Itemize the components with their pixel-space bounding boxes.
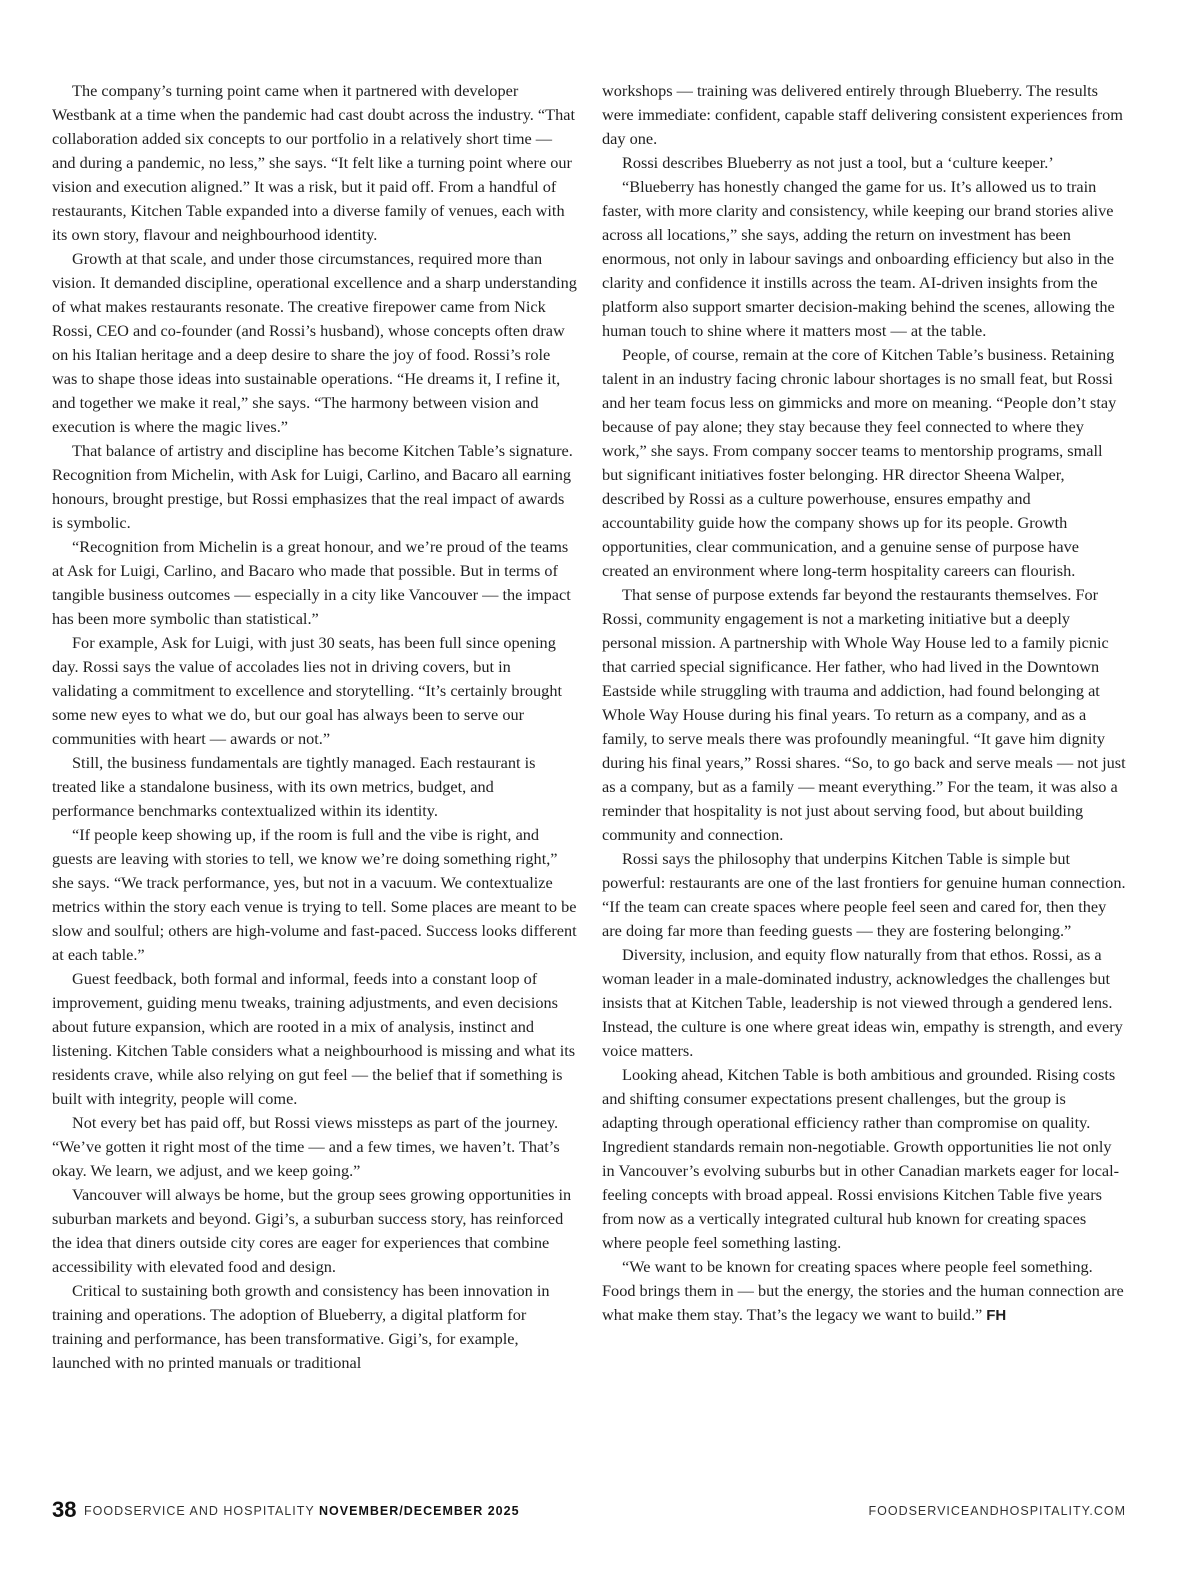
paragraph: The company’s turning point came when it partnered with developer Westbank at a time when the pandemic had cast doubt across the industry. “That collaboration added six concepts to our portfolio in a relatively short time — and during a pandemic, no less,” she says. “It felt like a turning point where our vision and execution aligned.” It was a risk, but it paid off. From a handful of restaurants, Kitchen Table expanded into a diverse family of venues, each with its own story, flavour and neighbourhood identity. (52, 81, 575, 244)
publication-name: FOODSERVICE AND HOSPITALITY (84, 1504, 315, 1518)
paragraph-continuation: workshops — training was delivered entirely through Blueberry. The results were immediate: confident, capable staff delivering consistent experiences from day one. (602, 81, 1123, 148)
final-paragraph-text: “We want to be known for creating spaces where people feel something. Food brings them in — but the energy, the stories and the human connection are what make them stay. That’s the legacy we want to build.” (602, 1257, 1124, 1324)
paragraph: “Blueberry has honestly changed the game for us. It’s allowed us to train faster, with more clarity and consistency, while keeping our brand stories alive across all locations,” she says, adding the return on investment has been enormous, not only in labour savings and onboarding efficiency but also in the clarity and confidence it instills across the team. AI-driven insights from the platform also support smarter decision-making behind the scenes, allowing the human touch to shine where it matters most — at the table. (602, 177, 1115, 340)
paragraph: Growth at that scale, and under those circumstances, required more than vision. It demanded discipline, operational excellence and a sharp understanding of what makes restaurants resonate. The creative firepower came from Nick Rossi, CEO and co-founder (and Rossi’s husband), whose concepts often draw on his Italian heritage and a deep desire to share the joy of food. Rossi’s role was to shape those ideas into sustainable operations. “He dreams it, I refine it, and together we make it real,” she says. “The harmony between vision and execution is where the magic lives.” (52, 249, 577, 436)
issue-date: NOVEMBER/DECEMBER 2025 (319, 1504, 520, 1518)
paragraph: For example, Ask for Luigi, with just 30 seats, has been full since opening day. Rossi says the value of accolades lies not in driving covers, but in validating a commitment to excellence and storytelling. “It’s certainly brought some new eyes to what we do, but our goal has always been to serve our communities with heart — awards or not.” (52, 633, 562, 748)
paragraph: Rossi describes Blueberry as not just a tool, but a ‘culture keeper.’ (622, 153, 1054, 172)
paragraph: Rossi says the philosophy that underpins Kitchen Table is simple but powerful: restaurants are one of the last frontiers for genuine human connection. “If the team can create spaces where people feel seen and cared for, then they are doing far more than feeding guests — they are fostering belonging.” (602, 849, 1126, 940)
paragraph: Diversity, inclusion, and equity flow naturally from that ethos. Rossi, as a woman leader in a male-dominated industry, acknowledges the challenges but insists that at Kitchen Table, leadership is not viewed through a gendered lens. Instead, the culture is one where great ideas win, empathy is strength, and every voice matters. (602, 945, 1123, 1060)
paragraph: Critical to sustaining both growth and consistency has been innovation in training and operations. The adoption of Blueberry, a digital platform for training and performance, has been transformative. Gigi’s, for example, launched with no printed manuals or traditional (52, 1281, 550, 1372)
right-column (602, 79, 1126, 1328)
author-signature: FH (986, 1307, 1007, 1324)
paragraph: Guest feedback, both formal and informal, feeds into a constant loop of improvement, guiding menu tweaks, training adjustments, and even decisions about future expansion, which are rooted in a mix of analysis, instinct and listening. Kitchen Table considers what a neighbourhood is missing and what its residents crave, while also relying on gut feel — the belief that if something is built with integrity, people will come. (52, 969, 576, 1108)
page-footer (52, 1497, 1126, 1525)
paragraph: That balance of artistry and discipline has become Kitchen Table’s signature. Recognition from Michelin, with Ask for Luigi, Carlino, and Bacaro all earning honours, brought prestige, but Rossi emphasizes that the real impact of awards is symbolic. (52, 441, 573, 532)
left-column (52, 79, 579, 1375)
paragraph: People, of course, remain at the core of Kitchen Table’s business. Retaining talent in an industry facing chronic labour shortages is no small feat, but Rossi and her team focus less on gimmicks and more on meaning. “People don’t stay because of pay alone; they stay because they feel connected to where they work,” she says. From company soccer teams to mentorship programs, small but significant initiatives foster belonging. HR director Sheena Walper, described by Rossi as a culture powerhouse, ensures empathy and accountability guide how the company shows up for its people. Growth opportunities, clear communication, and a genuine sense of purpose have created an environment where long-term hospitality careers can flourish. (602, 345, 1117, 580)
paragraph: Not every bet has paid off, but Rossi views missteps as part of the journey. “We’ve gotten it right most of the time — and a few times, we haven’t. That’s okay. We learn, we adjust, and we keep going.” (52, 1113, 560, 1180)
paragraph: “If people keep showing up, if the room is full and the vibe is right, and guests are leaving with stories to tell, we know we’re doing something right,” she says. “We track performance, yes, but not in a vacuum. We contextualize metrics within the story each venue is trying to tell. Some places are meant to be slow and soulful; others are high-volume and fast-paced. Success looks different at each table.” (52, 825, 577, 964)
paragraph: That sense of purpose extends far beyond the restaurants themselves. For Rossi, community engagement is not a marketing initiative but a deeply personal mission. A partnership with Whole Way House led to a family picnic that carried special significance. Her father, who had lived in the Downtown Eastside while struggling with trauma and addiction, had found belonging at Whole Way House during his final years. To return as a company, and as a family, to serve meals there was profoundly meaningful. “It gave him dignity during his final years,” Rossi shares. “So, to go back and serve meals — not just as a company, but as a family — meant everything.” For the team, it was also a reminder that hospitality is not just about serving food, but about building community and connection. (602, 585, 1126, 844)
paragraph: Still, the business fundamentals are tightly managed. Each restaurant is treated like a standalone business, with its own metrics, budget, and performance benchmarks contextualized within its identity. (52, 753, 536, 820)
paragraph: Looking ahead, Kitchen Table is both ambitious and grounded. Rising costs and shifting consumer expectations present challenges, but the group is adapting through operational efficiency rather than compromise on quality. Ingredient standards remain non-negotiable. Growth opportunities lie not only in Vancouver’s evolving suburbs but in other Canadian markets eager for local-feeling concepts with broad appeal. Rossi envisions Kitchen Table five years from now as a vertically integrated cultural hub known for creating spaces where people feel something lasting. (602, 1065, 1120, 1252)
publication-line (84, 1504, 520, 1518)
website-url: FOODSERVICEANDHOSPITALITY.COM (868, 1504, 1126, 1518)
paragraph: “Recognition from Michelin is a great honour, and we’re proud of the teams at Ask for Luigi, Carlino, and Bacaro who made that possible. But in terms of tangible business outcomes — especially in a city like Vancouver — the impact has been more symbolic than statistical.” (52, 537, 571, 628)
page-number: 38 (52, 1497, 77, 1522)
paragraph: Vancouver will always be home, but the group sees growing opportunities in suburban markets and beyond. Gigi’s, a suburban success story, has reinforced the idea that diners outside city cores are eager for experiences that combine accessibility with elevated food and design. (52, 1185, 572, 1276)
final-paragraph (602, 1255, 1126, 1328)
